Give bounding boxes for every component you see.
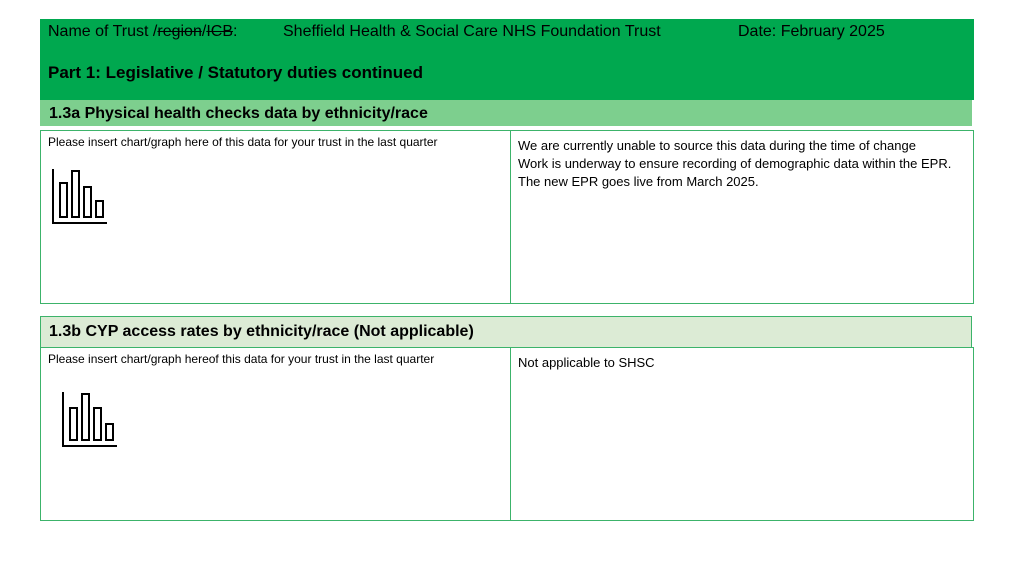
header-line xyxy=(48,23,966,41)
trust-label: Name of Trust /region/ICB: xyxy=(48,23,238,40)
section-b-chart-panel[interactable] xyxy=(40,347,511,521)
bar-chart-icon xyxy=(61,390,119,448)
section-b-title: 1.3b CYP access rates by ethnicity/race (Not applicable) xyxy=(40,316,972,348)
section-a-comment xyxy=(518,137,963,191)
bar-chart-icon xyxy=(51,167,109,225)
header-banner xyxy=(40,19,974,100)
report-date: Date: February 2025 xyxy=(738,23,885,40)
section-a-comment-panel[interactable] xyxy=(510,130,974,304)
part-title: Part 1: Legislative / Statutory duties continued xyxy=(48,63,424,82)
struck-icb: ICB xyxy=(206,23,233,40)
section-b-comment-panel[interactable] xyxy=(510,347,974,521)
section-a-instruction: Please insert chart/graph here of this data for your trust in the last quarter xyxy=(48,135,438,149)
section-b-comment: Not applicable to SHSC xyxy=(518,355,655,370)
trust-name: Sheffield Health & Social Care NHS Foundation Trust xyxy=(283,23,661,40)
section-a-comment-line-1: We are currently unable to source this data during the time of change xyxy=(518,138,916,153)
section-a-comment-line-2: Work is underway to ensure recording of demographic data within the EPR. The new EPR goes live from March 2025. xyxy=(518,156,952,189)
section-b-instruction: Please insert chart/graph hereof this data for your trust in the last quarter xyxy=(48,352,435,366)
section-a-title: 1.3a Physical health checks data by ethnicity/race xyxy=(40,100,972,126)
section-a-chart-panel[interactable] xyxy=(40,130,511,304)
struck-region: region xyxy=(157,23,202,40)
